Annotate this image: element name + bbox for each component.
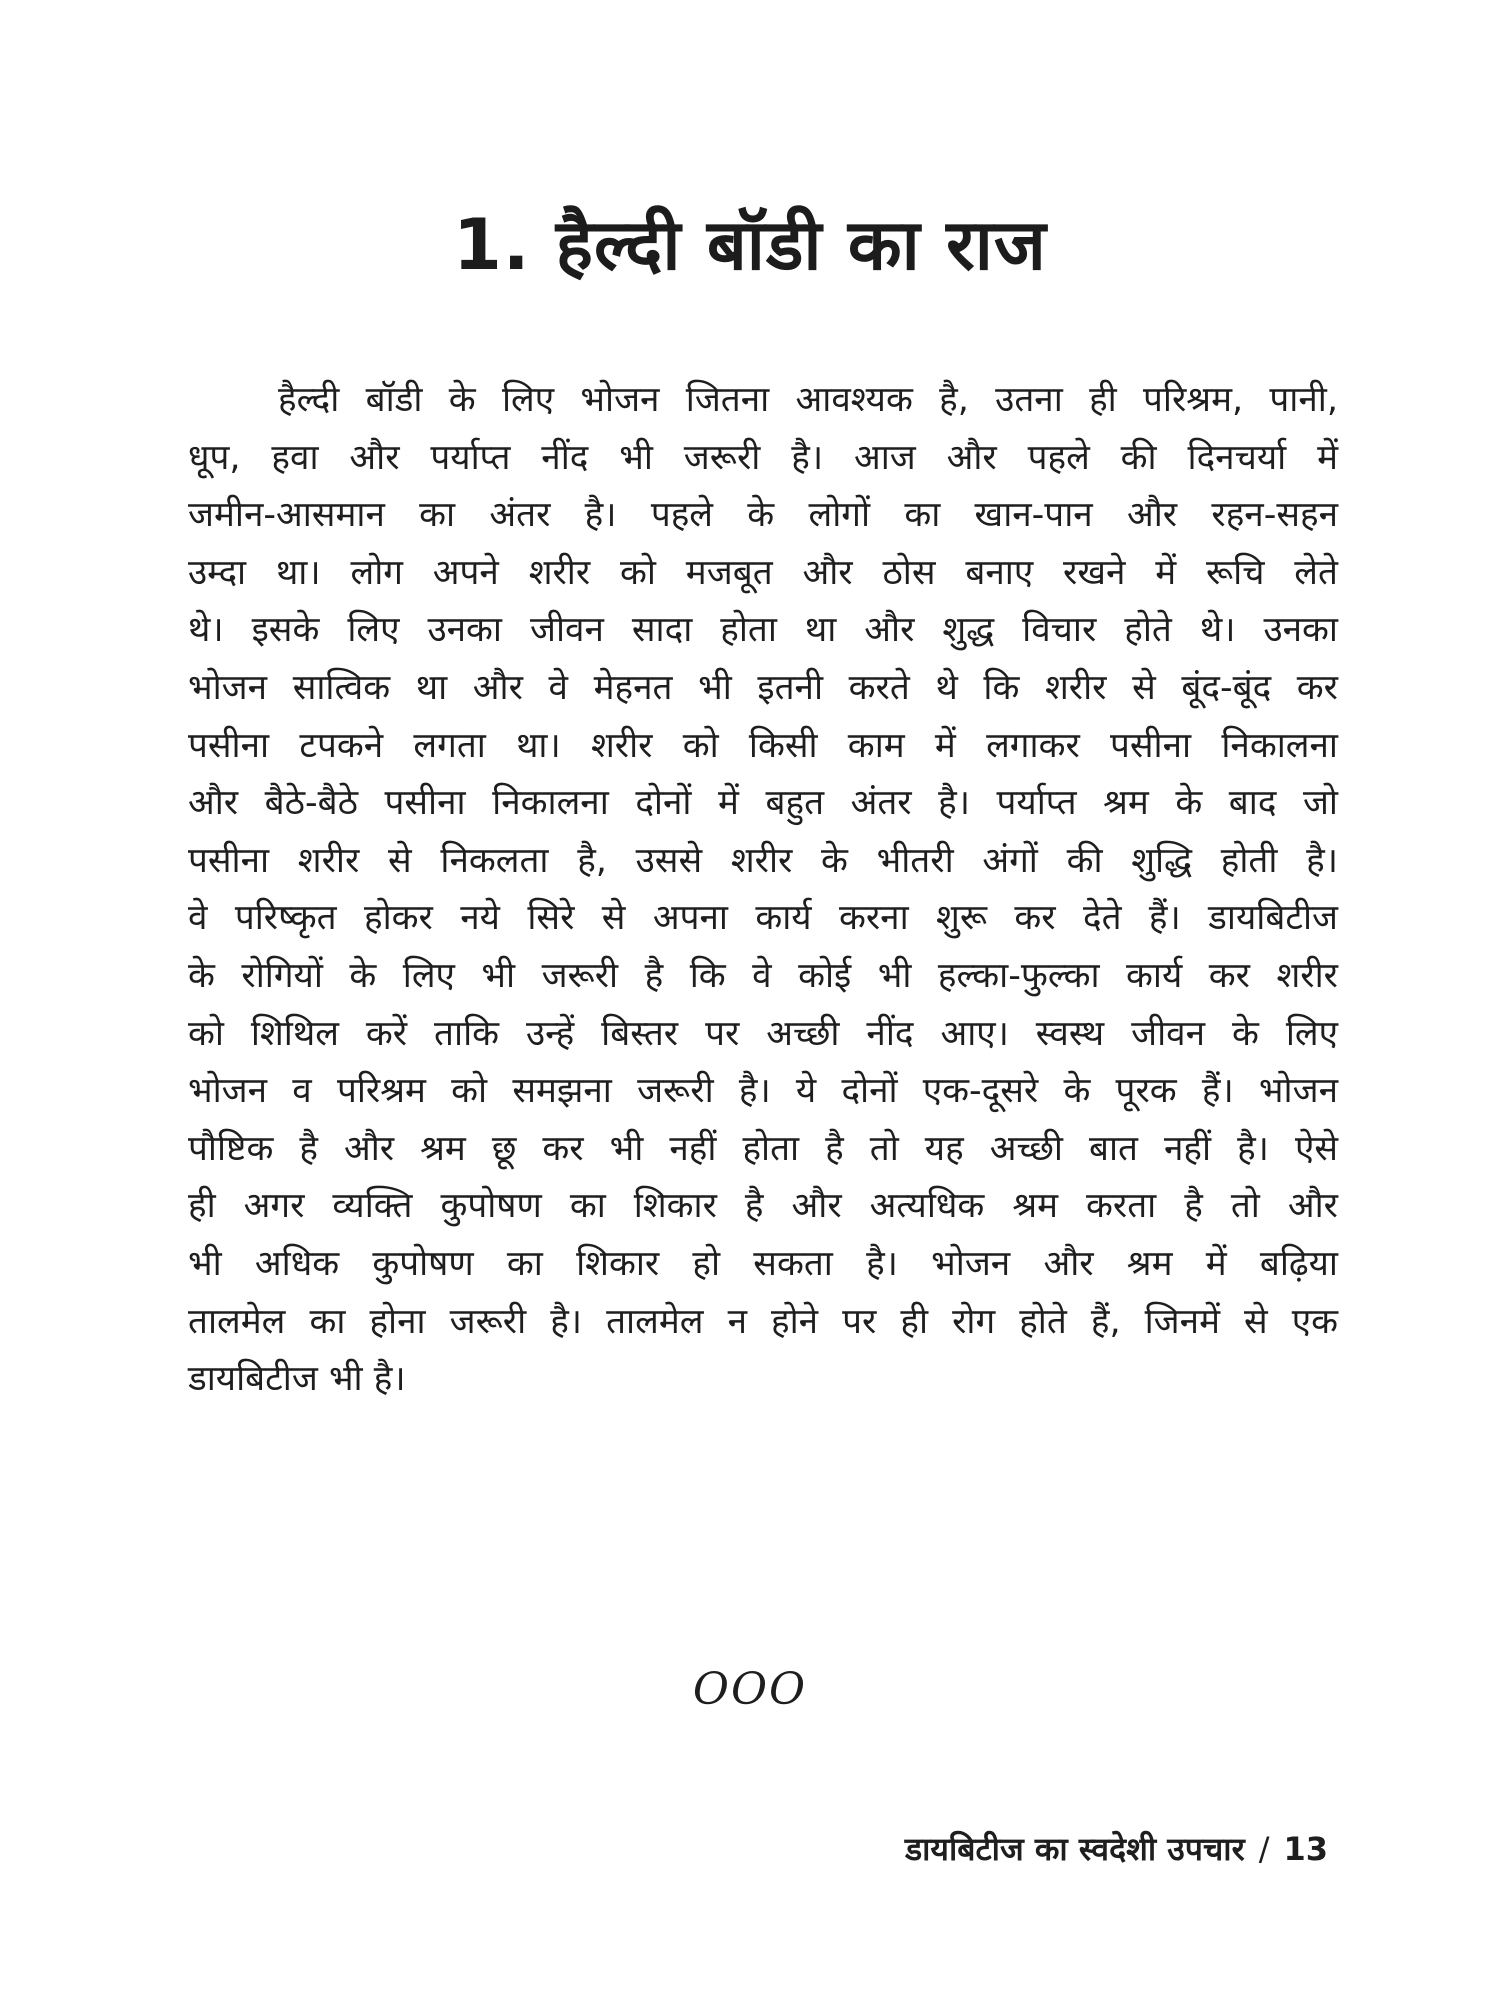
chapter-title: 1. हैल्दी बॉडी का राज: [453, 203, 1047, 286]
paragraph-line: हैल्दी बॉडी के लिए भोजन जितना आवश्यक है, उतना ही परिश्रम, पानी,: [278, 380, 1338, 420]
paragraph-line: भोजन व परिश्रम को समझना जरूरी है। ये दोनों एक-दूसरे के पूरक हैं। भोजन: [188, 1071, 1338, 1112]
paragraph-line: पसीना शरीर से निकलता है, उससे शरीर के भीतरी अंगों की शुद्धि होती है।: [188, 840, 1338, 881]
paragraph-line: डायबिटीज भी है।: [188, 1359, 406, 1400]
paragraph-line: पसीना टपकने लगता था। शरीर को किसी काम में लगाकर पसीना निकालना: [188, 725, 1338, 766]
running-footer: [905, 1824, 1328, 1874]
paragraph-line: उम्दा था। लोग अपने शरीर को मजबूत और ठोस बनाए रखने में रूचि लेते: [188, 552, 1338, 593]
paragraph-line: भोजन सात्विक था और वे मेहनत भी इतनी करते थे कि शरीर से बूंद-बूंद कर: [188, 667, 1338, 708]
section-end-mark: OOO: [692, 1664, 808, 1715]
paragraph-line: जमीन-आसमान का अंतर है। पहले के लोगों का खान-पान और रहन-सहन: [188, 495, 1338, 536]
footer-separator: /: [1258, 1830, 1270, 1868]
paragraph-line: और बैठे-बैठे पसीना निकालना दोनों में बहुत अंतर है। पर्याप्त श्रम के बाद जो: [188, 783, 1338, 824]
paragraph-line: भी अधिक कुपोषण का शिकार हो सकता है। भोजन और श्रम में बढ़िया: [188, 1243, 1338, 1284]
paragraph-line: तालमेल का होना जरूरी है। तालमेल न होने पर ही रोग होते हैं, जिनमें से एक: [188, 1301, 1338, 1342]
paragraph-line: थे। इसके लिए उनका जीवन सादा होता था और शुद्ध विचार होते थे। उनका: [188, 610, 1338, 651]
chapter-paragraph: [188, 372, 1338, 1409]
paragraph-line: वे परिष्कृत होकर नये सिरे से अपना कार्य करना शुरू कर देते हैं। डायबिटीज: [188, 898, 1338, 939]
paragraph-line: को शिथिल करें ताकि उन्हें बिस्तर पर अच्छी नींद आए। स्वस्थ जीवन के लिए: [188, 1013, 1338, 1054]
page-number: 13: [1283, 1830, 1328, 1868]
paragraph-line: पौष्टिक है और श्रम छू कर भी नहीं होता है तो यह अच्छी बात नहीं है। ऐसे: [188, 1128, 1338, 1169]
paragraph-line: के रोगियों के लिए भी जरूरी है कि वे कोई भी हल्का-फुल्का कार्य कर शरीर: [188, 955, 1338, 996]
paragraph-line: ही अगर व्यक्ति कुपोषण का शिकार है और अत्यधिक श्रम करता है तो और: [188, 1186, 1338, 1227]
footer-book-title: डायबिटीज का स्वदेशी उपचार: [905, 1830, 1245, 1868]
paragraph-line: धूप, हवा और पर्याप्त नींद भी जरूरी है। आज और पहले की दिनचर्या में: [188, 437, 1338, 478]
